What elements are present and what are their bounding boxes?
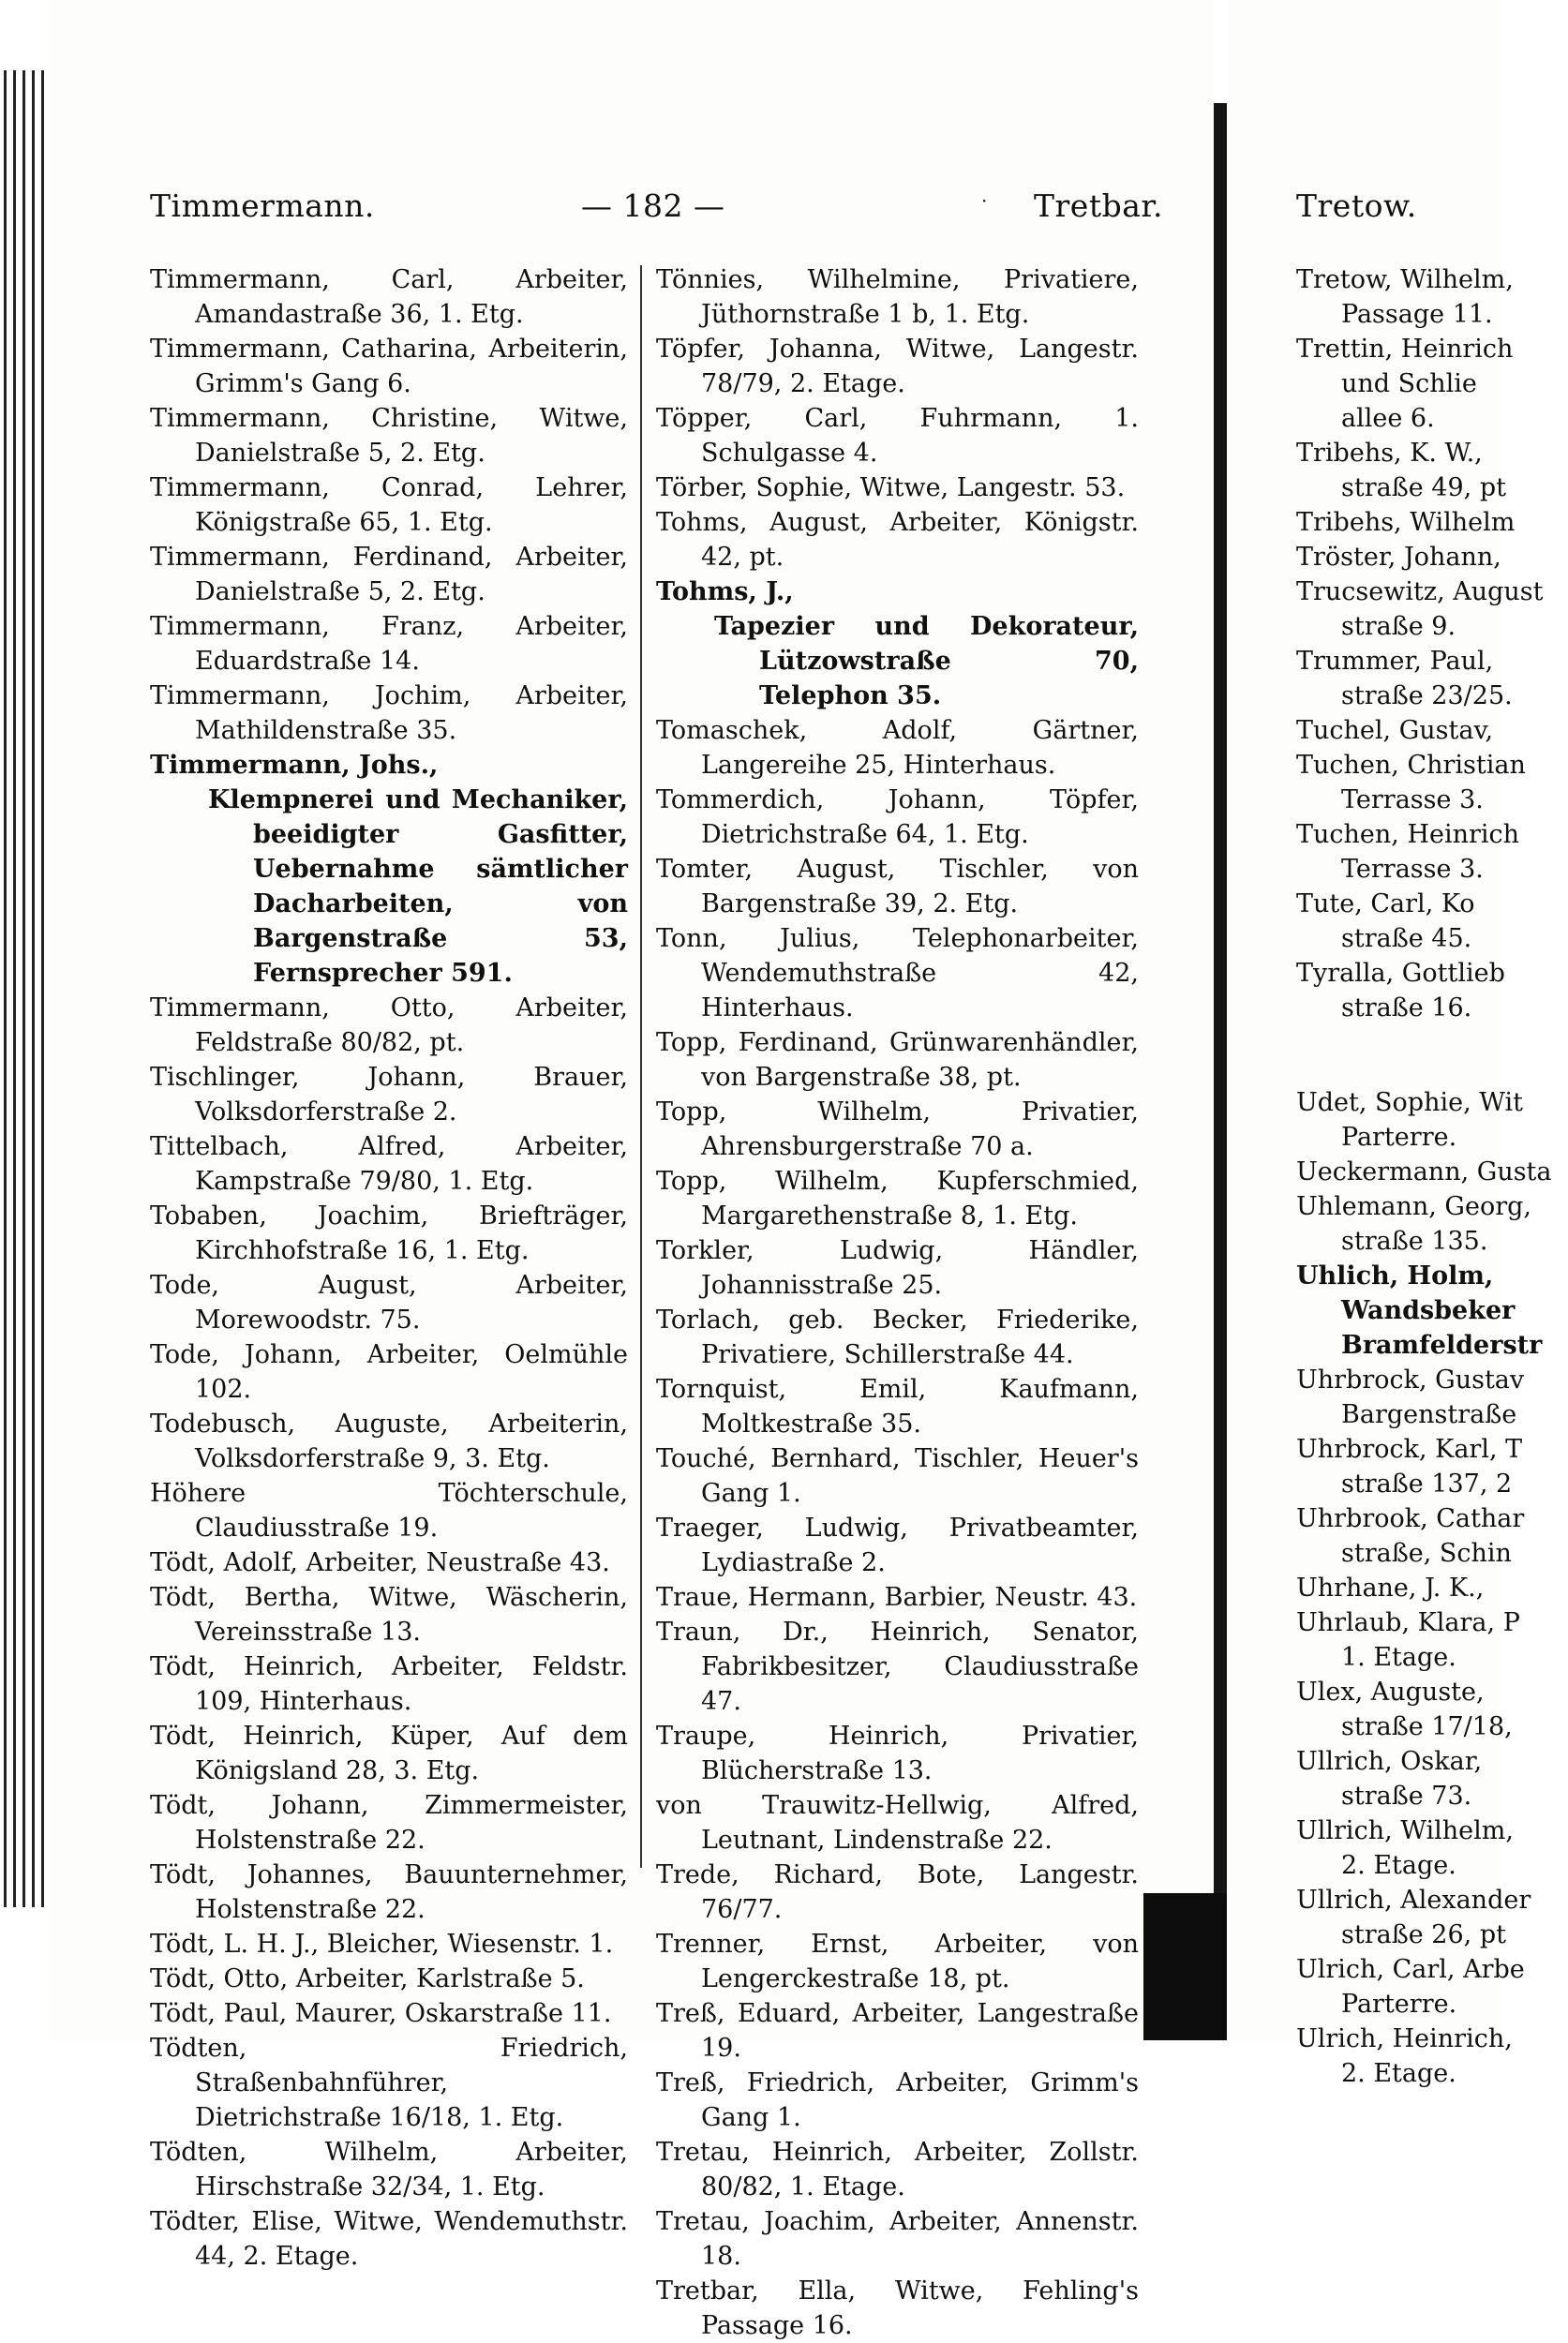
directory-entry: Timmermann, Carl, Arbeiter, Amandastraße 36, 1. Etg. (150, 265, 628, 329)
partial-entry-continuation: 2. Etage. (1341, 2059, 1456, 2088)
partial-entry-line: Ulrich, Heinrich, (1296, 2024, 1513, 2053)
entry-advertisement: Klempnerei und Mechaniker, beeidigter Gasfitter, Uebernahme sämtlicher Dacharbeiten, von Bargenstraße 53, Fernsprecher 591. (208, 785, 628, 988)
partial-entry-continuation: Wandsbeker (1341, 1296, 1516, 1325)
directory-entry: Traue, Hermann, Barbier, Neustr. 43. (656, 1583, 1138, 1612)
partial-entry-continuation: straße 45. (1341, 924, 1472, 953)
directory-entry: Timmermann, Catharina, Arbeiterin, Grimm's Gang 6. (150, 335, 628, 398)
book-gutter-tab (1143, 1893, 1228, 2040)
directory-entry: Tomaschek, Adolf, Gärtner, Langereihe 25, Hinterhaus. (656, 716, 1139, 780)
partial-entry (1296, 748, 1568, 817)
partial-entry (1296, 644, 1568, 713)
directory-entry: Tretau, Joachim, Arbeiter, Annenstr. 18. (656, 2207, 1139, 2271)
partial-entry (1296, 1605, 1568, 1675)
directory-entry: Tödt, Heinrich, Arbeiter, Feldstr. 109, Hinterhaus. (150, 1652, 628, 1716)
directory-entry: Timmermann, Otto, Arbeiter, Feldstraße 80/82, pt. (150, 993, 628, 1057)
partial-entry-continuation: und Schlie (1341, 369, 1477, 398)
scan-left-edge (0, 70, 49, 1907)
directory-entry-bold (150, 748, 628, 991)
section-gap (1296, 1025, 1568, 1085)
partial-entry (1296, 505, 1568, 540)
partial-entry (1296, 1952, 1568, 2022)
directory-entry: Topp, Ferdinand, Grünwarenhändler, von Bargenstraße 38, pt. (656, 1028, 1139, 1092)
partial-entry-continuation: Parterre. (1341, 1990, 1457, 2019)
entry-advertisement: Tapezier und Dekorateur, Lützowstraße 70, Telephon 35. (714, 612, 1139, 710)
partial-entry (1296, 540, 1568, 575)
next-page-column (1296, 262, 1568, 2091)
partial-entry-continuation: Bramfelderstr (1341, 1331, 1543, 1360)
partial-entry (1296, 1675, 1568, 1744)
directory-entry: Tode, Johann, Arbeiter, Oelmühle 102. (150, 1340, 628, 1404)
directory-entry: Touché, Bernhard, Tischler, Heuer's Gang 1. (656, 1444, 1139, 1508)
directory-entry: Torkler, Ludwig, Händler, Johannisstraße 25. (656, 1236, 1139, 1300)
directory-entry: Höhere Töchterschule, Claudiusstraße 19. (150, 1479, 628, 1543)
partial-entry-continuation: Bargenstraße (1341, 1400, 1517, 1429)
directory-entry: Timmermann, Jochim, Arbeiter, Mathildenstraße 35. (150, 681, 628, 745)
directory-entry: Traun, Dr., Heinrich, Senator, Fabrikbesitzer, Claudiusstraße 47. (656, 1618, 1139, 1716)
partial-entry (1296, 1744, 1568, 1813)
partial-entry (1296, 1501, 1568, 1571)
partial-entry-line: Uhrbrock, Karl, T (1296, 1435, 1523, 1464)
partial-entry (1296, 262, 1568, 332)
partial-entry (1296, 1571, 1568, 1605)
directory-entry: Timmermann, Ferdinand, Arbeiter, Danielstraße 5, 2. Etg. (150, 543, 628, 606)
partial-entry-line: Tretow, Wilhelm, (1296, 265, 1514, 294)
partial-entry (1296, 887, 1568, 956)
directory-entry: Törber, Sophie, Witwe, Langestr. 53. (656, 473, 1126, 502)
partial-entry-continuation: straße, Schin (1341, 1539, 1512, 1568)
partial-entry-continuation: straße 26, pt (1341, 1920, 1506, 1949)
partial-entry-line: Uhlemann, Georg, (1296, 1192, 1531, 1221)
partial-entry-line: Udet, Sophie, Wit (1296, 1088, 1523, 1117)
partial-entry (1296, 1085, 1568, 1155)
partial-entry-continuation: straße 137, 2 (1341, 1470, 1513, 1499)
partial-entry-continuation: straße 17/18, (1341, 1712, 1513, 1741)
next-page-running-head: Tretow. (1296, 187, 1417, 224)
directory-entry: Tödt, Otto, Arbeiter, Karlstraße 5. (150, 1964, 585, 1993)
directory-entry: Tretbar, Ella, Witwe, Fehling's Passage 16. (656, 2276, 1139, 2340)
partial-entry-continuation: straße 135. (1341, 1227, 1488, 1256)
partial-entry-line: Tuchen, Heinrich (1296, 820, 1520, 849)
directory-entry: Tödt, Bertha, Witwe, Wäscherin, Vereinsstraße 13. (150, 1583, 628, 1647)
partial-entry-continuation: 1. Etage. (1341, 1643, 1456, 1672)
partial-entry-line: Tyralla, Gottlieb (1296, 959, 1505, 988)
directory-entry: Tobaben, Joachim, Briefträger, Kirchhofstraße 16, 1. Etg. (150, 1201, 628, 1265)
partial-entry (1296, 1363, 1568, 1432)
partial-entry-line: Uhlich, Holm, (1296, 1261, 1494, 1291)
partial-entry-line: Ulrich, Carl, Arbe (1296, 1955, 1525, 1984)
partial-entry-line: Tribehs, K. W., (1296, 439, 1483, 468)
directory-entry: Tödten, Friedrich, Straßenbahnführer, Dietrichstraße 16/18, 1. Etg. (150, 2034, 628, 2132)
right-column (656, 262, 1139, 2343)
entry-heading: Tohms, J., (656, 577, 794, 606)
directory-entry: Tretau, Heinrich, Arbeiter, Zollstr. 80/82, 1. Etage. (656, 2138, 1139, 2201)
partial-entry-line: Trummer, Paul, (1296, 647, 1494, 676)
next-page-fragment (1227, 0, 1552, 2088)
directory-entry: Tornquist, Emil, Kaufmann, Moltkestraße 35. (656, 1375, 1139, 1439)
directory-entry-bold (656, 575, 1139, 713)
column-rule (640, 265, 642, 1868)
directory-entry: Treß, Friedrich, Arbeiter, Grimm's Gang 1. (656, 2068, 1139, 2132)
partial-entry (1296, 713, 1568, 748)
partial-entry-continuation: Terrasse 3. (1341, 785, 1484, 814)
directory-entry: Tohms, August, Arbeiter, Königstr. 42, pt. (656, 508, 1139, 572)
partial-entry (1296, 817, 1568, 887)
partial-entry-continuation: allee 6. (1341, 404, 1435, 433)
partial-entry-line: Ulex, Auguste, (1296, 1678, 1485, 1707)
partial-entry (1296, 1155, 1568, 1189)
running-head-left: Timmermann. (150, 187, 375, 224)
header-dot: · (981, 189, 988, 212)
entry-heading: Timmermann, Johs., (150, 751, 439, 780)
directory-entry: Tommerdich, Johann, Töpfer, Dietrichstraße 64, 1. Etg. (656, 785, 1139, 849)
partial-entry (1296, 1259, 1568, 1328)
directory-entry: Tittelbach, Alfred, Arbeiter, Kampstraße 79/80, 1. Etg. (150, 1132, 628, 1196)
partial-entry-line: Trettin, Heinrich (1296, 335, 1514, 364)
directory-entry: Traupe, Heinrich, Privatier, Blücherstraße 13. (656, 1722, 1139, 1785)
partial-entry-continuation: Terrasse 3. (1341, 855, 1484, 884)
partial-entry-continuation: Passage 11. (1341, 300, 1493, 329)
partial-entry-continuation: 2. Etage. (1341, 1851, 1456, 1880)
directory-entry: Tödt, Johann, Zimmermeister, Holstenstraße 22. (150, 1791, 628, 1855)
partial-entry-line: Tuchen, Christian (1296, 751, 1526, 780)
directory-entry: Trede, Richard, Bote, Langestr. 76/77. (656, 1860, 1139, 1924)
directory-entry: Tomter, August, Tischler, von Bargenstraße 39, 2. Etg. (656, 855, 1139, 918)
partial-entry-continuation: straße 16. (1341, 993, 1472, 1022)
partial-entry (1296, 1189, 1568, 1259)
directory-entry: Topp, Wilhelm, Kupferschmied, Margarethenstraße 8, 1. Etg. (656, 1167, 1139, 1231)
directory-entry: Tödt, L. H. J., Bleicher, Wiesenstr. 1. (150, 1930, 614, 1959)
partial-entry (1296, 1432, 1568, 1501)
partial-entry-continuation: straße 23/25. (1341, 681, 1513, 710)
partial-entry (1296, 1813, 1568, 1883)
partial-entry-line: Tröster, Johann, (1296, 543, 1501, 572)
partial-entry-continuation: Parterre. (1341, 1123, 1457, 1152)
directory-entry: Timmermann, Christine, Witwe, Danielstraße 5, 2. Etg. (150, 404, 628, 468)
directory-entry: Torlach, geb. Becker, Friederike, Privatiere, Schillerstraße 44. (656, 1306, 1139, 1369)
directory-entry: Tischlinger, Johann, Brauer, Volksdorferstraße 2. (150, 1063, 628, 1127)
partial-entry-line: Uhrbrook, Cathar (1296, 1504, 1525, 1533)
directory-entry: Tödt, Paul, Maurer, Oskarstraße 11. (150, 1999, 612, 2028)
partial-entry-line: Trucsewitz, August (1296, 577, 1544, 606)
directory-entry: Tödt, Johannes, Bauunternehmer, Holstenstraße 22. (150, 1860, 628, 1924)
directory-entry: Tödt, Adolf, Arbeiter, Neustraße 43. (150, 1548, 610, 1577)
partial-entry-line: Tute, Carl, Ko (1296, 889, 1475, 918)
partial-entry (1296, 956, 1568, 1025)
partial-entry-line: Uhrbrock, Gustav (1296, 1366, 1525, 1395)
directory-entry: Tödter, Elise, Witwe, Wendemuthstr. 44, 2. Etage. (150, 2207, 628, 2271)
partial-entry (1296, 575, 1568, 644)
book-gutter (1214, 103, 1227, 1917)
page-number: — 182 — (581, 187, 725, 224)
partial-entry-continuation: straße 73. (1341, 1782, 1472, 1811)
directory-entry: Treß, Eduard, Arbeiter, Langestraße 19. (656, 1999, 1139, 2063)
partial-entry-continuation: straße 49, pt (1341, 473, 1506, 502)
directory-entry: Topp, Wilhelm, Privatier, Ahrensburgerstraße 70 a. (656, 1097, 1139, 1161)
partial-entry (1296, 332, 1568, 401)
directory-entry: Tödten, Wilhelm, Arbeiter, Hirschstraße 32/34, 1. Etg. (150, 2138, 628, 2201)
left-column (150, 262, 628, 2274)
directory-entry: Timmermann, Conrad, Lehrer, Königstraße 65, 1. Etg. (150, 473, 628, 537)
partial-entry-line: Ueckermann, Gusta (1296, 1157, 1552, 1186)
partial-entry (1296, 436, 1568, 505)
directory-entry: Tönnies, Wilhelmine, Privatiere, Jüthornstraße 1 b, 1. Etg. (656, 265, 1139, 329)
partial-entry-continuation: straße 9. (1341, 612, 1456, 641)
directory-entry: Timmermann, Franz, Arbeiter, Eduardstraße 14. (150, 612, 628, 676)
directory-entry: Traeger, Ludwig, Privatbeamter, Lydiastraße 2. (656, 1514, 1139, 1577)
directory-entry: Tode, August, Arbeiter, Morewoodstr. 75. (150, 1271, 628, 1335)
partial-entry-line: Ullrich, Wilhelm, (1296, 1816, 1514, 1845)
directory-entry: Tödt, Heinrich, Küper, Auf dem Königsland 28, 3. Etg. (150, 1722, 628, 1785)
partial-entry-line: Tribehs, Wilhelm (1296, 508, 1516, 537)
partial-entry-line: Ullrich, Oskar, (1296, 1747, 1483, 1776)
partial-entry (1296, 1883, 1568, 1952)
running-head-right: Tretbar. (1034, 187, 1164, 224)
partial-entry-line: Uhrlaub, Klara, P (1296, 1608, 1520, 1637)
partial-entry-line: Tuchel, Gustav, (1296, 716, 1494, 745)
partial-entry (1296, 2022, 1568, 2091)
directory-entry: Todebusch, Auguste, Arbeiterin, Volksdorferstraße 9, 3. Etg. (150, 1410, 628, 1473)
partial-entry-line: Uhrhane, J. K., (1296, 1574, 1485, 1603)
partial-entry-line: Ullrich, Alexander (1296, 1886, 1531, 1915)
partial-entry (1296, 401, 1568, 436)
directory-entry: Trenner, Ernst, Arbeiter, von Lengerckestraße 18, pt. (656, 1930, 1139, 1993)
partial-entry (1296, 1328, 1568, 1363)
directory-entry: von Trauwitz-Hellwig, Alfred, Leutnant, Lindenstraße 22. (656, 1791, 1139, 1855)
directory-entry: Töpfer, Johanna, Witwe, Langestr. 78/79, 2. Etage. (656, 335, 1139, 398)
directory-entry: Tonn, Julius, Telephonarbeiter, Wendemuthstraße 42, Hinterhaus. (656, 924, 1139, 1022)
directory-entry: Töpper, Carl, Fuhrmann, 1. Schulgasse 4. (656, 404, 1139, 468)
